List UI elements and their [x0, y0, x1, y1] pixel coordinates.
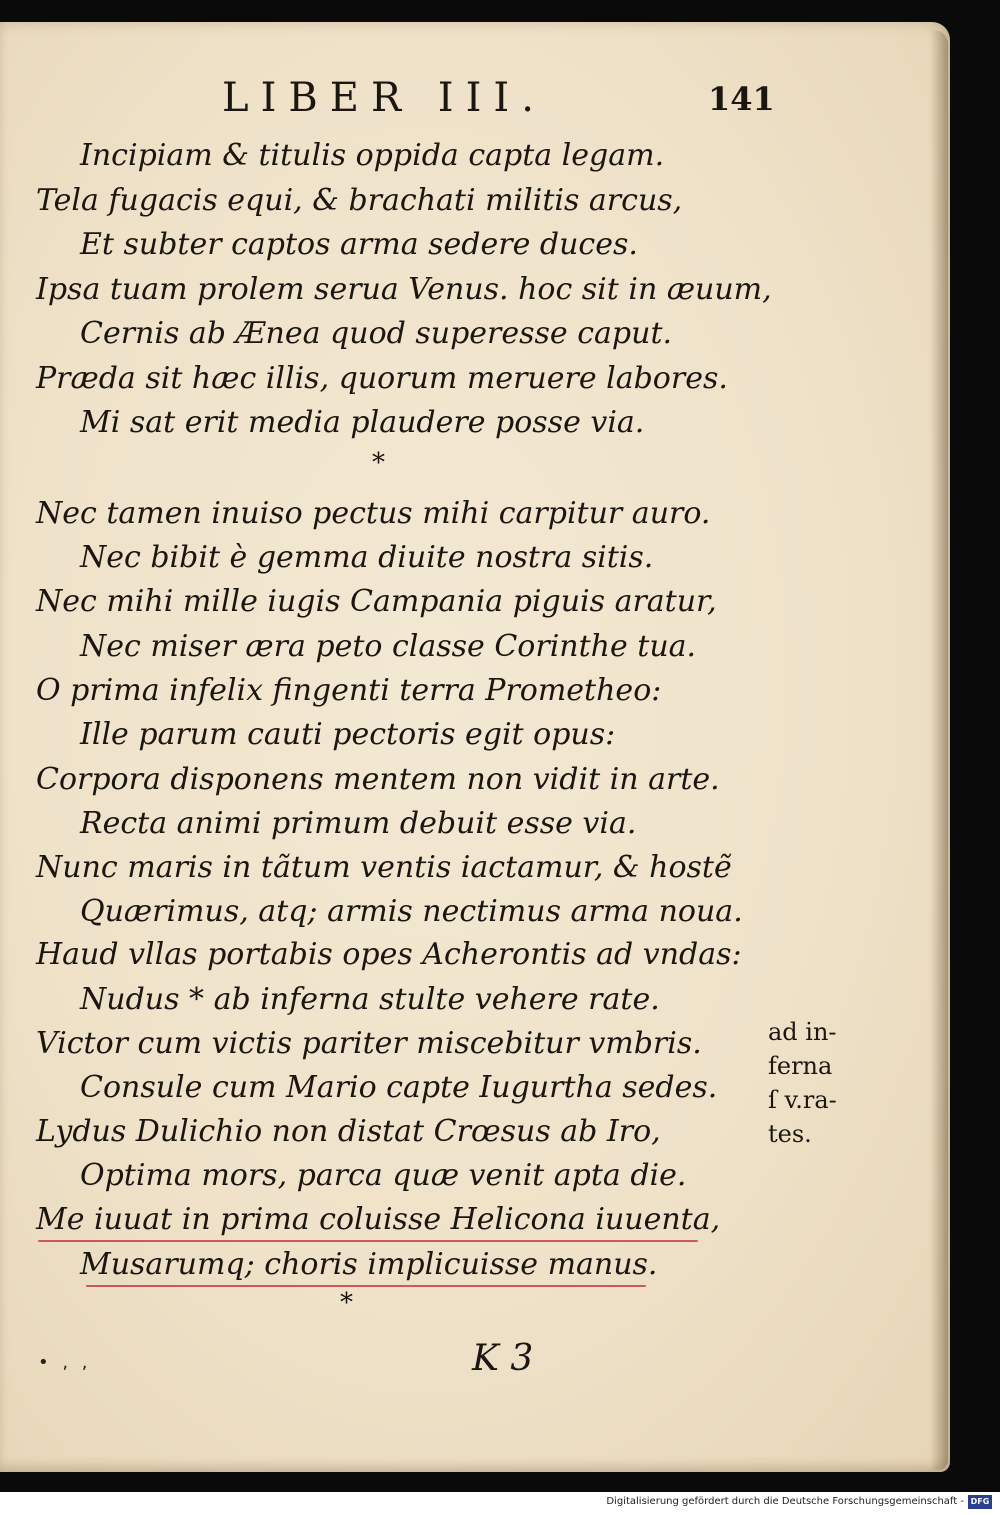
marginal-note-line: tes. — [768, 1120, 812, 1148]
verse-line: Ipsa tuam prolem serua Venus. hoc sit in æuum, — [36, 272, 772, 307]
verse-line: Haud vllas portabis opes Acherontis ad vndas: — [36, 937, 742, 972]
verse-line: Optima mors, parca quæ venit apta die. — [80, 1158, 687, 1193]
section-star: * — [340, 1288, 353, 1318]
verse-line: Nudus * ab inferna stulte vehere rate. — [80, 982, 660, 1017]
verse-line: Nec bibit è gemma diuite nostra sitis. — [80, 540, 654, 575]
verse-line: Musarumq; choris implicuisse manus. — [80, 1247, 658, 1282]
verse-line: Me iuuat in prima coluisse Helicona iuuenta, — [36, 1202, 721, 1237]
ink-specks: • , , — [38, 1352, 92, 1373]
verse-line: Nec tamen inuiso pectus mihi carpitur auro. — [36, 496, 711, 531]
verse-line: Nunc maris in tãtum ventis iactamur, & hostẽ — [36, 850, 732, 885]
verse-line: Quærimus, atq; armis nectimus arma noua. — [80, 894, 743, 929]
verse-line: Præda sit hæc illis, quorum meruere labores. — [36, 361, 728, 396]
signature-mark: K 3 — [472, 1338, 534, 1379]
verse-line: Ille parum cauti pectoris egit opus: — [80, 717, 616, 752]
section-star: * — [372, 448, 385, 478]
verse-line: Tela fugacis equi, & brachati militis arcus, — [36, 183, 683, 218]
dfg-logo[interactable]: DFG — [968, 1495, 992, 1509]
verse-line: Consule cum Mario capte Iugurtha sedes. — [80, 1070, 718, 1105]
verse-line: Cernis ab Ænea quod superesse caput. — [80, 316, 673, 351]
marginal-note — [768, 1015, 868, 1151]
verse-line: Nec miser æra peto classe Corinthe tua. — [80, 629, 697, 664]
verse-line: Recta animi primum debuit esse via. — [80, 806, 637, 841]
verse-line: Mi sat erit media plaudere posse via. — [80, 405, 645, 440]
marginal-note-line: ad in- — [768, 1018, 837, 1046]
digitization-credit-bar — [0, 1492, 1000, 1515]
credit-text: Digitalisierung gefördert durch die Deutsche Forschungsgemeinschaft - — [606, 1496, 964, 1507]
verse-line: O prima infelix fingenti terra Prometheo: — [36, 673, 662, 708]
verse-line: Incipiam & titulis oppida capta legam. — [80, 138, 665, 173]
verse-line: Et subter captos arma sedere duces. — [80, 227, 638, 262]
red-pencil-underline — [86, 1285, 646, 1287]
page-edge-shadow — [930, 30, 948, 1470]
verse-line: Corpora disponens mentem non vidit in arte. — [36, 762, 720, 797]
verse-line: Victor cum victis pariter miscebitur vmbris. — [36, 1026, 702, 1061]
red-pencil-underline — [38, 1240, 698, 1242]
verse-line: Nec mihi mille iugis Campania piguis aratur, — [36, 584, 717, 619]
marginal-note-line: ſ v.ra- — [768, 1086, 837, 1114]
verse-line: Lydus Dulichio non distat Crœsus ab Iro, — [36, 1114, 661, 1149]
page-number: 141 — [708, 80, 775, 118]
marginal-note-line: ferna — [768, 1052, 833, 1080]
running-title: LIBER III. — [222, 75, 546, 121]
